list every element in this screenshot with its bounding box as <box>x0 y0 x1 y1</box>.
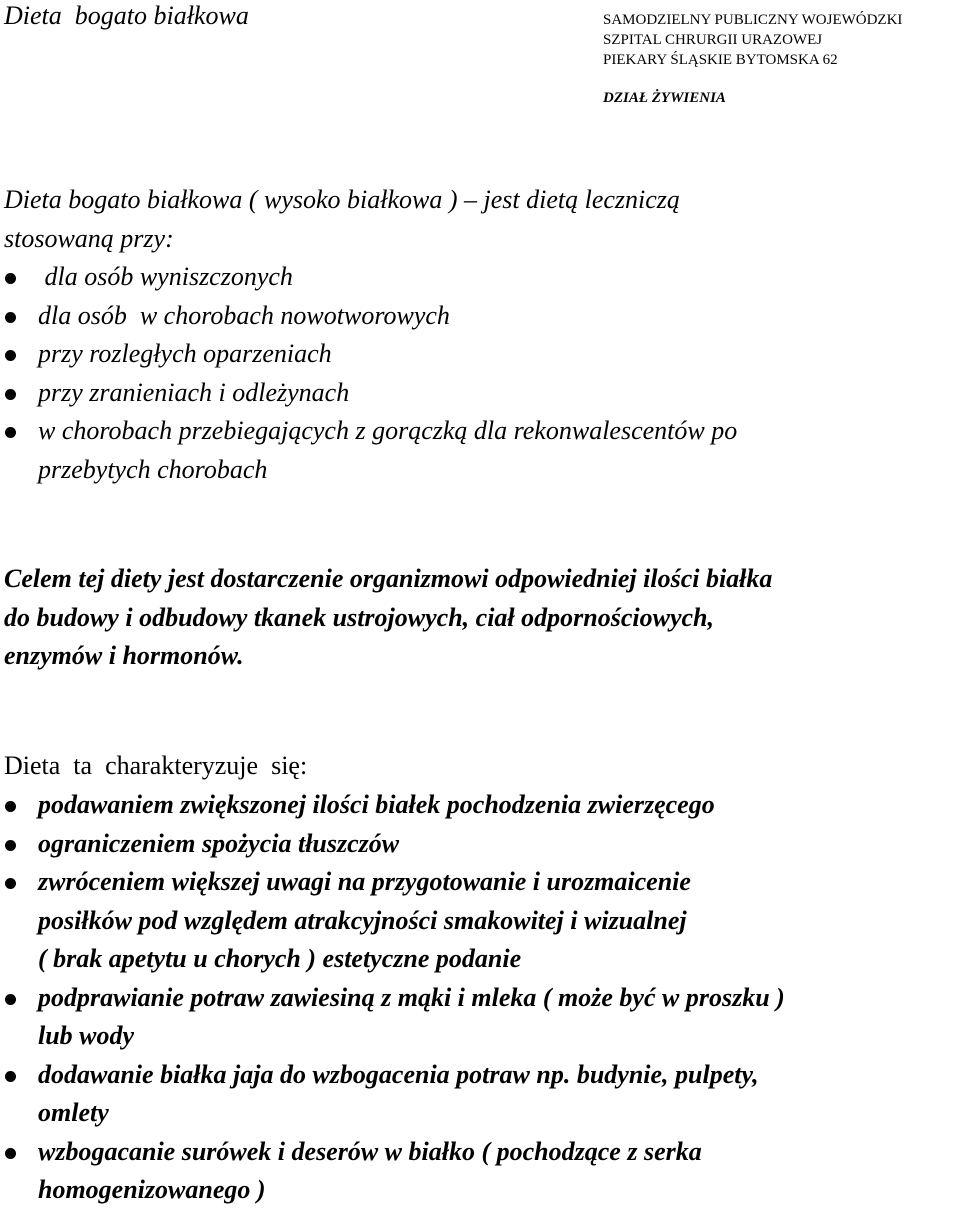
list-item <box>0 863 955 979</box>
list-item-text: podawaniem zwiększonej ilości białek pochodzenia zwierzęcego <box>38 790 715 819</box>
list-item-text: podprawianie potraw zawiesiną z mąki i mleka ( może być w proszku ) <box>38 982 785 1012</box>
list-item <box>0 979 955 1056</box>
hospital-name-line-1: SAMODZIELNY PUBLICZNY WOJEWÓDZKI <box>603 12 903 28</box>
goal-line-1: Celem tej diety jest dostarczenie organizmowi odpowiedniej ilości białka <box>4 564 773 593</box>
list-item <box>0 1133 955 1210</box>
document-title: Dieta bogato białkowa <box>4 1 249 30</box>
list-item-text-continued: ( brak apetytu u chorych ) estetyczne podanie <box>38 944 522 973</box>
goal-paragraph <box>4 560 954 676</box>
indications-list <box>0 258 955 489</box>
list-item <box>0 335 955 374</box>
bullet-icon <box>5 994 16 1005</box>
characteristics-list <box>0 786 955 1210</box>
list-item <box>0 825 955 864</box>
list-item-text: dla osób wyniszczonych <box>38 262 293 291</box>
hospital-header <box>603 10 902 70</box>
bullet-icon <box>5 1071 16 1082</box>
department-name: DZIAŁ ŻYWIENIA <box>603 90 726 106</box>
characteristics-heading: Dieta ta charakteryzuje się: <box>4 751 308 780</box>
bullet-icon <box>5 840 16 851</box>
list-item-text: zwróceniem większej uwagi na przygotowanie i urozmaicenie <box>38 867 691 896</box>
bullet-icon <box>5 389 16 400</box>
bullet-icon <box>5 427 16 438</box>
list-item-text: przy zranieniach i odleżynach <box>38 377 350 407</box>
list-item-text: dla osób w chorobach nowotworowych <box>38 300 450 330</box>
intro-line-1: Dieta bogato białkowa ( wysoko białkowa ) – jest dietą leczniczą <box>4 185 680 214</box>
hospital-name-line-2: SZPITAL CHRURGII URAZOWEJ <box>603 32 823 48</box>
intro-line-2: stosowaną przy: <box>4 223 174 253</box>
list-item-text-continued: lub wody <box>38 1021 135 1050</box>
bullet-icon <box>5 350 16 361</box>
list-item-text: ograniczeniem spożycia tłuszczów <box>38 828 400 858</box>
list-item-text: dodawanie białka jaja do wzbogacenia potraw np. budynie, pulpety, <box>38 1059 759 1089</box>
list-item-text-continued: omlety <box>38 1098 109 1127</box>
list-item <box>0 374 955 413</box>
bullet-icon <box>5 801 16 812</box>
intro-paragraph <box>4 181 954 258</box>
bullet-icon <box>5 312 16 323</box>
bullet-icon <box>5 878 16 889</box>
list-item-text: wzbogacanie surówek i deserów w białko ( pochodzące z serka <box>38 1136 702 1166</box>
goal-line-2: do budowy i odbudowy tkanek ustrojowych, ciał odpornościowych, <box>4 602 714 632</box>
list-item-text: w chorobach przebiegających z gorączką dla rekonwalescentów po <box>38 416 738 445</box>
list-item <box>0 412 955 489</box>
list-item-text-continued: przebytych chorobach <box>38 454 268 484</box>
list-item-text-continued: posiłków pod względem atrakcyjności smakowitej i wizualnej <box>38 905 687 935</box>
list-item <box>0 786 955 825</box>
list-item <box>0 258 955 297</box>
hospital-address: PIEKARY ŚLĄSKIE BYTOMSKA 62 <box>603 52 838 68</box>
list-item <box>0 1056 955 1133</box>
list-item <box>0 297 955 336</box>
bullet-icon <box>5 1148 16 1159</box>
list-item-text: przy rozległych oparzeniach <box>38 339 332 368</box>
list-item-text-continued: homogenizowanego ) <box>38 1175 266 1204</box>
goal-line-3: enzymów i hormonów. <box>4 641 244 670</box>
bullet-icon <box>5 273 16 284</box>
